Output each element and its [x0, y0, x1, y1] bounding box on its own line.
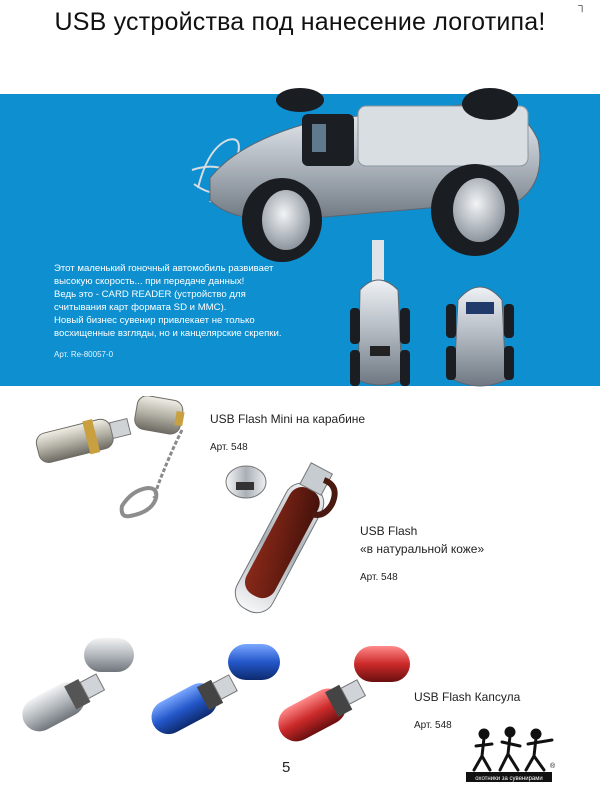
- race-car-card-reader-image: [170, 70, 590, 390]
- usb-flash-mini-image: [30, 396, 210, 524]
- product-2-title-line2: «в натуральной коже»: [360, 542, 485, 556]
- product-3-title: USB Flash Капсула: [414, 690, 521, 704]
- product-2-article: Арт. 548: [360, 572, 398, 583]
- registered-mark: ®: [550, 763, 556, 770]
- logo-text: охотники за сувенирами: [475, 776, 543, 782]
- product-1-title: USB Flash Mini на карабине: [210, 412, 366, 426]
- brand-logo: [462, 724, 558, 788]
- product-2-title-line1: USB Flash: [360, 524, 418, 538]
- page-number: 5: [282, 759, 291, 776]
- banner-line: Этот маленький гоночный автомобиль развивает: [54, 263, 274, 274]
- product-1-article: Арт. 548: [210, 442, 248, 453]
- usb-flash-capsule-image: [10, 630, 410, 750]
- page-title: USB устройства под нанесение логотипа!: [54, 8, 546, 36]
- banner-line: восхищенные взгляды, но и канцелярские скрепки.: [54, 328, 282, 339]
- usb-flash-leather-image: [196, 456, 356, 616]
- banner-line: Новый бизнес сувенир привлекает не только: [54, 315, 255, 326]
- banner-article: Арт. Re-80057-0: [54, 350, 114, 359]
- product-3-article: Арт. 548: [414, 720, 452, 731]
- banner-line: высокую скорость... при передаче данных!: [54, 276, 245, 287]
- banner-line: Ведь это - CARD READER (устройство для: [54, 289, 246, 300]
- banner-line: считывания карт формата SD и MMC).: [54, 302, 227, 313]
- corner-mark: ┐: [578, 0, 586, 12]
- banner-description: [54, 262, 344, 340]
